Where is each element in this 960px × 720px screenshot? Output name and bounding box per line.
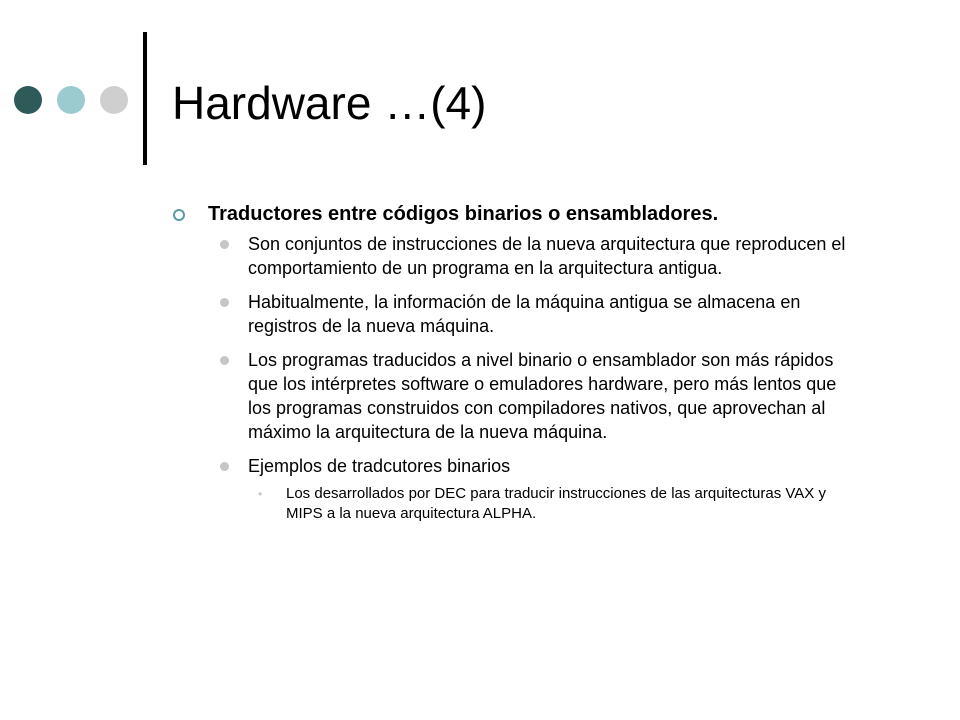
sub-point [220, 454, 852, 524]
bullet-dot-icon [220, 462, 229, 471]
decorative-dots [14, 86, 126, 116]
sub-point-list [172, 232, 892, 524]
sub-point-text: Habitualmente, la información de la máquina antigua se almacena en registros de la nueva máquina. [248, 292, 801, 336]
dot-gray [100, 86, 128, 114]
slide-content [172, 200, 892, 534]
main-point-text: Traductores entre códigos binarios o ensambladores. [208, 203, 719, 225]
dot-dark [14, 86, 42, 114]
sub-point [220, 348, 852, 444]
small-bullet-icon: • [258, 487, 263, 501]
bullet-dot-icon [220, 240, 229, 249]
sub-sub-point-text: Los desarrollados por DEC para traducir instrucciones de las arquitecturas VAX y MIPS a la nueva arquitectura ALPHA. [286, 485, 826, 522]
title-divider [143, 32, 147, 165]
sub-sub-point-list [248, 484, 852, 524]
bullet-dot-icon [220, 356, 229, 365]
ring-bullet-icon [173, 209, 185, 221]
sub-point [220, 290, 852, 338]
dot-teal [57, 86, 85, 114]
sub-point-text: Son conjuntos de instrucciones de la nueva arquitectura que reproducen el comportamiento de un programa en la arquitectura antigua. [248, 234, 846, 278]
main-point [172, 200, 892, 228]
sub-sub-point [258, 484, 856, 524]
sub-point-text: Los programas traducidos a nivel binario o ensamblador son más rápidos que los intérpretes software o emuladores hardware, pero más lentos que los programas construidos con compiladores nativos, que aprovechan al máximo la arquitectura de la nueva máquina. [248, 350, 837, 442]
sub-point [220, 232, 852, 280]
sub-point-text: Ejemplos de tradcutores binarios [248, 456, 511, 476]
slide-title: Hardware …(4) [172, 77, 487, 129]
bullet-dot-icon [220, 298, 229, 307]
